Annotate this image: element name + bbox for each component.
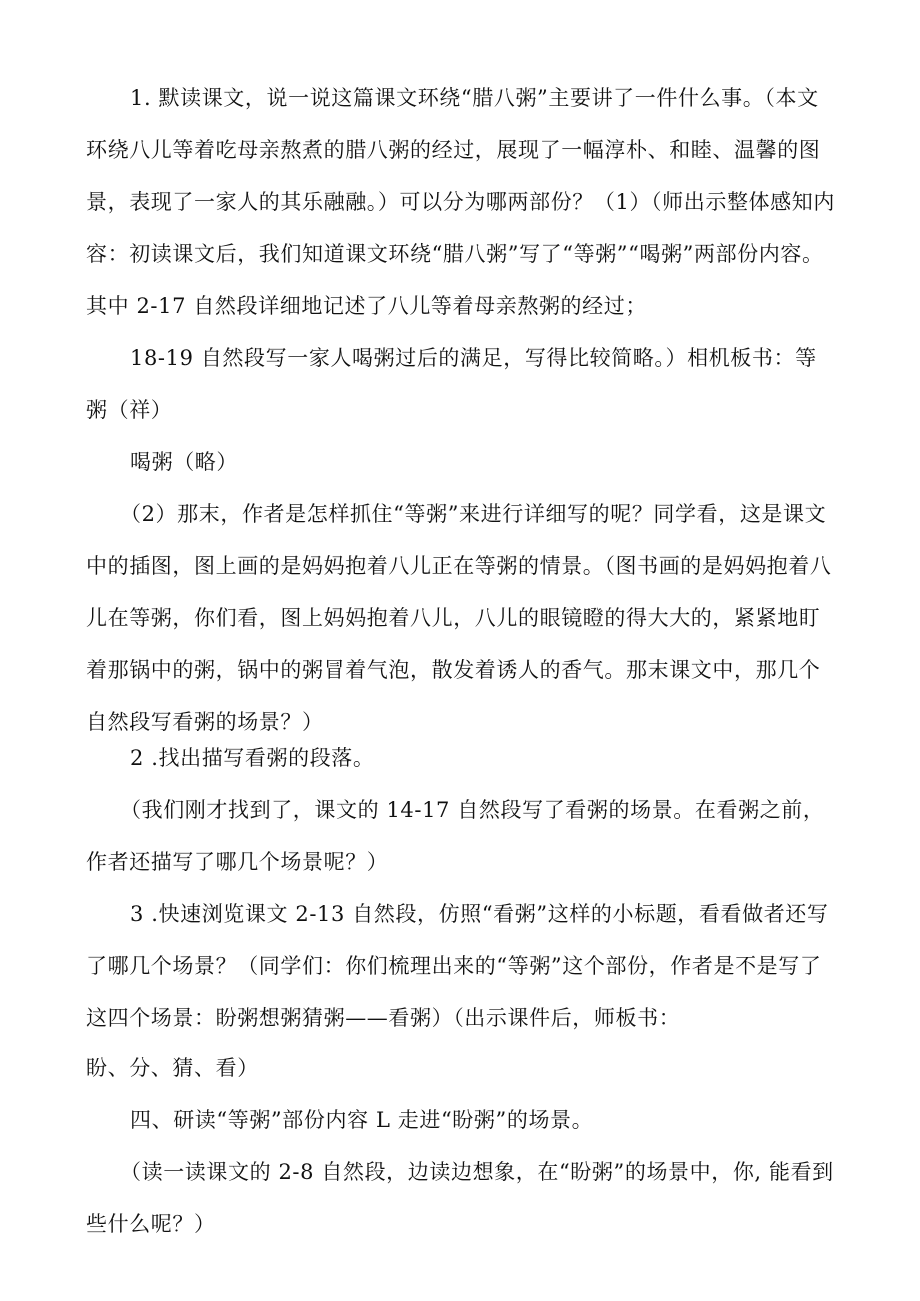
paragraph-7: 3 .快速浏览课文 2-13 自然段，仿照“看粥”这样的小标题，看看做者还写了哪几个场景？（同学们：你们梳理出来的“等粥”这个部份，作者是不是写了这四个场景：盼粥想粥猜粥——看粥）（出示课件后，师板书： [86,902,829,1030]
paragraph-2: 18-19 自然段写一家人喝粥过后的满足，写得比较简略。）相机板书：等粥（祥） [86,346,817,422]
paragraph-4: （2）那末，作者是怎样抓住“等粥”来进行详细写的呢？同学看，这是课文中的插图，图上画的是妈妈抱着八儿正在等粥的情景。（图书画的是妈妈抱着八儿在等粥，你们看，图上妈妈抱着八儿，八儿的眼镜瞪的得大大的，紧紧地盯着那锅中的粥，锅中的粥冒着气泡，散发着诱人的香气。那末课文中，那几个自然段写看粥的场景？） [86,502,832,734]
paragraph-10: （读一读课文的 2-8 自然段，边读边想象，在“盼粥”的场景中，你, 能看到些什么呢？） [86,1160,834,1236]
paragraph-9: 四、研读“等粥”部份内容 L 走进“盼粥”的场景。 [130,1108,594,1132]
paragraph-8: 盼、分、猜、看） [86,1056,259,1080]
paragraph-5: 2 .找出描写看粥的段落。 [130,746,375,770]
paragraph-1: 1. 默读课文，说一说这篇课文环绕“腊八粥”主要讲了一件什么事。（本文环绕八儿等着吃母亲熬煮的腊八粥的经过，展现了一幅淳朴、和睦、温馨的图景，表现了一家人的其乐融融。）可以分为哪两部份？（1）（师出示整体感知内容：初读课文后，我们知道课文环绕“腊八粥”写了“等粥”“喝粥”两部份内容。其中 2-17 自然段详细地记述了八儿等着母亲熬粥的经过； [86,86,835,318]
paragraph-6: （我们刚才找到了，课文的 14-17 自然段写了看粥的场景。在看粥之前，作者还描写了哪几个场景呢？） [86,798,825,874]
paragraph-3: 喝粥（略） [130,450,238,474]
